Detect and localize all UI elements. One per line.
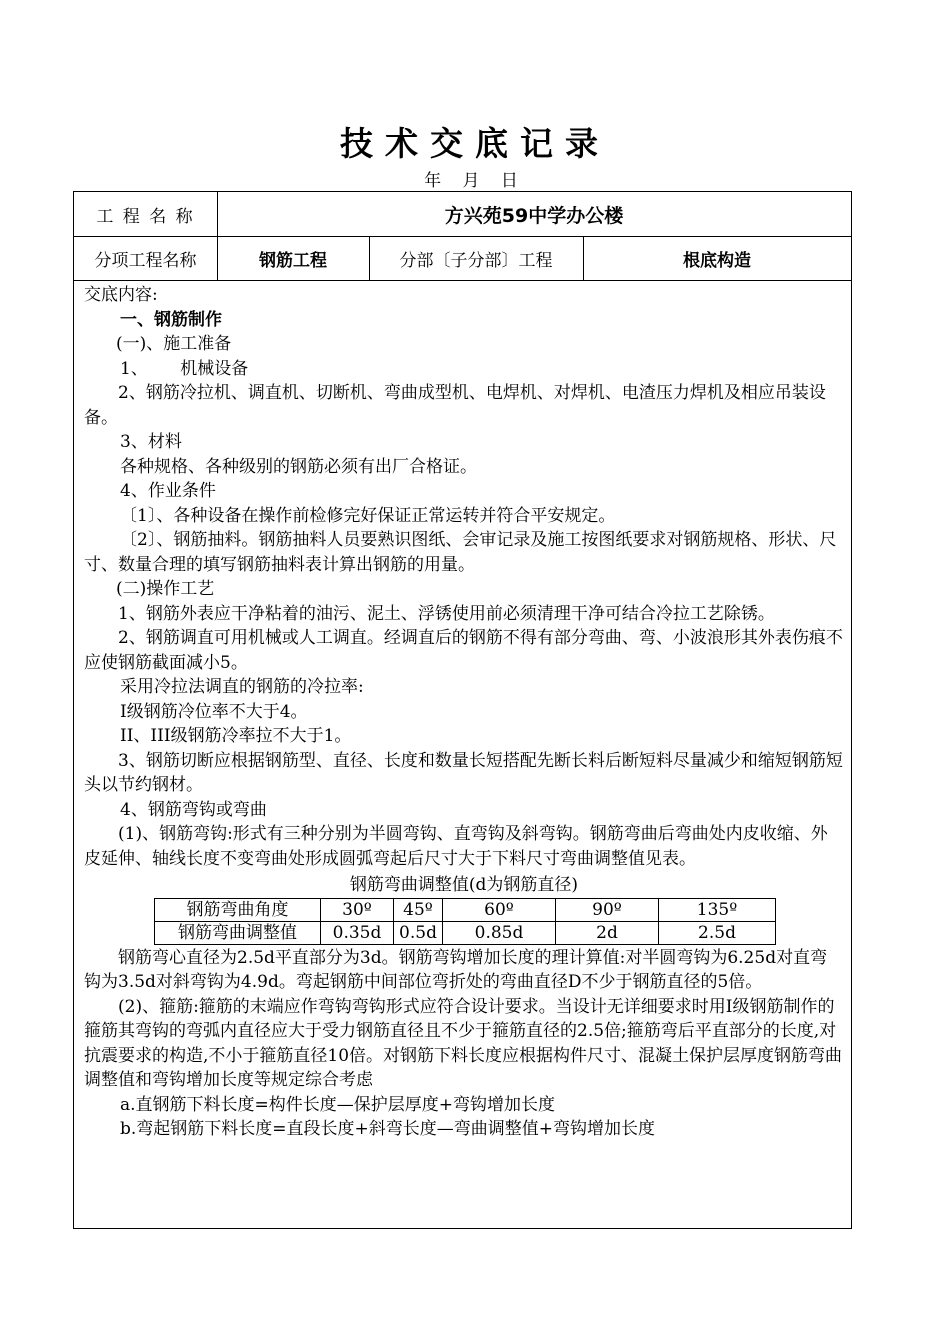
- content-item: 1、 机械设备: [120, 358, 249, 379]
- table-cell: 135º: [659, 898, 776, 921]
- sub-project-label: 分项工程名称: [94, 250, 197, 271]
- formula-line: b.弯起钢筋下料长度=直段长度+斜弯长度—弯曲调整值+弯钩增加长度: [120, 1119, 656, 1139]
- content-paragraph: 〔2〕、钢筋抽料。钢筋抽料人员要熟识图纸、会审记录及施工按图纸要求对钢筋规格、形状、尺寸、数量合理的填写钢筋抽料表计算出钢筋的用量。: [84, 530, 837, 575]
- content-item: 4、钢筋弯钩或弯曲: [120, 799, 267, 820]
- project-name-label: 工 程 名 称: [96, 206, 195, 227]
- sub-project-value: 钢筋工程: [259, 250, 327, 271]
- table-row: [155, 921, 776, 944]
- section-heading-1: 一、钢筋制作: [120, 309, 222, 330]
- disclosure-content: [84, 283, 844, 1142]
- content-paragraph: 3、钢筋切断应根据钢筋型、直径、长度和数量长短搭配先断长料后断短料尽量减少和缩短钢筋短头以节约钢材。: [84, 750, 843, 795]
- subsection-heading-2: (二)操作工艺: [116, 579, 215, 599]
- table-cell: 90º: [556, 898, 659, 921]
- project-name-value: 方兴苑59中学办公楼: [444, 204, 624, 227]
- document-title: 技术交底记录: [340, 124, 610, 163]
- record-form: [73, 191, 852, 1229]
- table-row-label: 钢筋弯曲角度: [155, 898, 321, 921]
- content-item: 3、材料: [120, 432, 182, 452]
- content-paragraph: 采用冷拉法调直的钢筋的冷拉率:: [120, 677, 364, 697]
- formula-line: a.直钢筋下料长度=构件长度—保护层厚度+弯钩增加长度: [120, 1094, 556, 1115]
- table-cell: 0.85d: [443, 921, 556, 944]
- date-line: 年 月 日: [424, 171, 526, 191]
- table-cell: 2.5d: [659, 921, 776, 944]
- content-paragraph: II、III级钢筋冷率拉不大于1。: [120, 726, 352, 746]
- content-paragraph: 各种规格、各种级别的钢筋必须有出厂合格证。: [120, 456, 477, 477]
- table-cell: 0.5d: [394, 921, 443, 944]
- content-paragraph: 2、钢筋冷拉机、调直机、切断机、弯曲成型机、电焊机、对焊机、电渣压力焊机及相应吊装设备。: [84, 383, 826, 428]
- table-row: [155, 898, 776, 921]
- content-paragraph: (2)、箍筋:箍筋的末端应作弯钩弯钩形式应符合设计要求。当设计无详细要求时用I级钢筋制作的箍筋其弯钩的弯弧内直径应大于受力钢筋直径且不少于箍筋直径的2.5倍;箍筋弯后平直部分的长度,对抗震要求的构造,不小于箍筋直径10倍。对钢筋下料长度应根据构件尺寸、混凝土保护层厚度钢筋弯曲调整值和弯钩增加长度等规定综合考虑: [84, 996, 843, 1090]
- content-paragraph: 1、钢筋外表应干净粘着的油污、泥土、浮锈使用前必须清理干净可结合冷拉工艺除锈。: [118, 603, 775, 624]
- subsection-heading-1: (一)、施工准备: [116, 334, 232, 354]
- table-cell: 2d: [556, 921, 659, 944]
- table-cell: 45º: [394, 898, 443, 921]
- bend-adjustment-table: [154, 898, 776, 945]
- content-paragraph: I级钢筋冷位率不大于4。: [120, 701, 308, 722]
- table-row-label: 钢筋弯曲调整值: [155, 921, 321, 944]
- row-divider-2: [74, 280, 851, 281]
- content-paragraph: 〔1〕、各种设备在操作前检修完好保证正常运转并符合平安规定。: [120, 505, 616, 526]
- part-project-label: 分部〔子分部〕工程: [399, 250, 553, 271]
- content-intro: 交底内容:: [84, 285, 158, 305]
- table-cell: 0.35d: [321, 921, 394, 944]
- content-item: 4、作业条件: [120, 481, 216, 501]
- content-paragraph: 钢筋弯心直径为2.5d平直部分为3d。钢筋弯钩增加长度的理计算值:对半圆弯钩为6.25d对直弯钩为3.5d对斜弯钩为4.9d。弯起钢筋中间部位弯折处的弯曲直径D不少于钢筋直径的5倍。: [84, 947, 828, 992]
- table-caption: 钢筋弯曲调整值(d为钢筋直径): [349, 875, 579, 895]
- table-cell: 30º: [321, 898, 394, 921]
- content-paragraph: (1)、钢筋弯钩:形式有三种分别为半圆弯钩、直弯钩及斜弯钩。钢筋弯曲后弯曲处内皮收缩、外皮延伸、轴线长度不变弯曲处形成圆弧弯起后尺寸大于下料尺寸弯曲调整值见表。: [84, 824, 828, 869]
- table-cell: 60º: [443, 898, 556, 921]
- content-paragraph: 2、钢筋调直可用机械或人工调直。经调直后的钢筋不得有部分弯曲、弯、小波浪形其外表伤痕不应使钢筋截面减小5。: [84, 628, 843, 673]
- part-project-value: 根底构造: [683, 250, 751, 271]
